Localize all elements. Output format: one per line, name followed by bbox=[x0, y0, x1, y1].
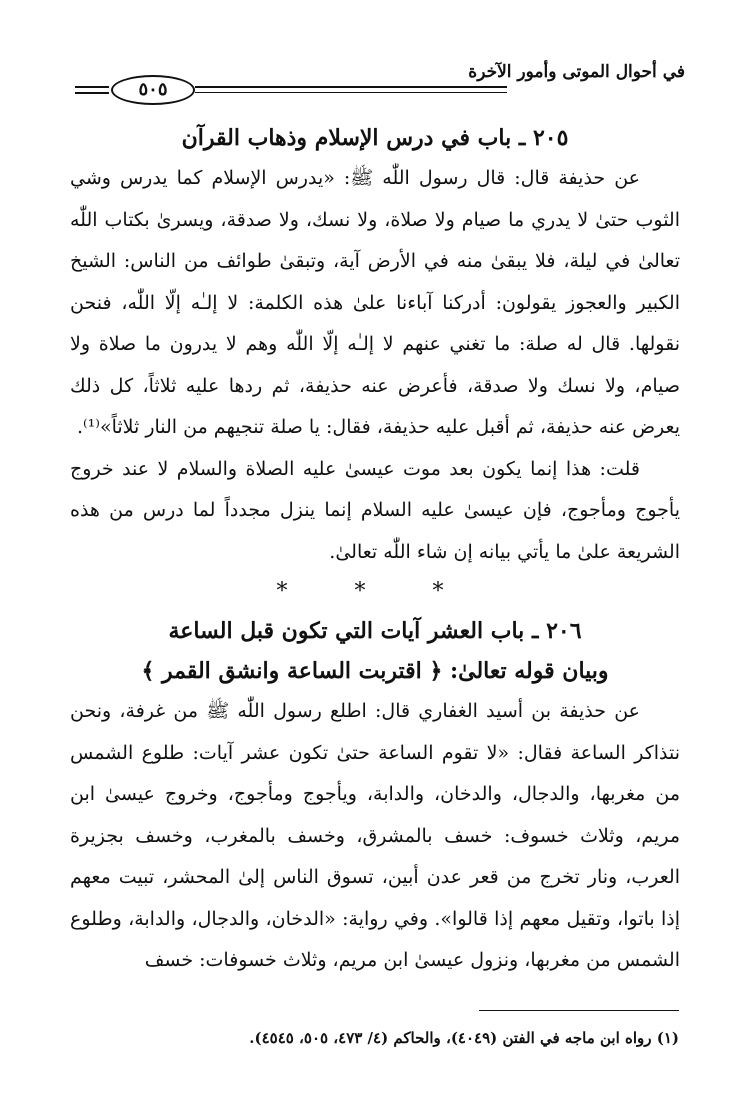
page-number: ٥٠٥ bbox=[111, 75, 195, 105]
section-205-heading: ٢٠٥ ـ باب في درس الإسلام وذهاب القرآن bbox=[181, 125, 569, 151]
section-205-paragraph-2: قلت: هذا إنما يكون بعد موت عيسىٰ عليه الصلاة والسلام لا عند خروج يأجوج ومأجوج، فإن عيسىٰ عليه السلام إنما ينزل مجدداً لما درس من هذه الشريعة علىٰ ما يأتي بيانه إن شاء اللّٰه تعالىٰ. bbox=[70, 457, 680, 563]
page-header bbox=[75, 58, 685, 98]
header-left-rule-bottom bbox=[75, 92, 109, 94]
header-rule-top bbox=[195, 86, 507, 88]
running-title: في أحوال الموتى وأمور الآخرة bbox=[468, 62, 685, 82]
page-body bbox=[70, 118, 680, 982]
header-rule-bottom bbox=[195, 92, 507, 93]
header-left-rule-top bbox=[75, 86, 109, 88]
section-206-heading: ٢٠٦ ـ باب العشر آيات التي تكون قبل الساعة bbox=[168, 618, 582, 644]
section-206-paragraph: عن حذيفة بن أسيد الغفاري قال: اطلع رسول اللّٰه ﷺ من غرفة، ونحن نتذاكر الساعة فقال: «لا تقوم الساعة حتىٰ تكون عشر آيات: طلوع الشمس من مغربها، والدجال، والدخان، والدابة، ويأجوج ومأجوج، وخروج عيسىٰ ابن مريم، وثلاث خسوف: خسف بالمشرق، وخسف بالمغرب، وخسف بجزيرة العرب، ونار تخرج من قعر عدن أبين، تسوق الناس إلىٰ المحشر، تبيت معهم إذا باتوا، وتقيل معهم إذا قالوا». وفي رواية: «الدخان، والدجال، والدابة، وطلوع الشمس من مغربها، ونزول عيسىٰ ابن مريم، وثلاث خسوفات: خسف bbox=[70, 700, 680, 971]
footnote: (١) رواه ابن ماجه في الفتن (٤٠٤٩)، والحاكم (٤/ ٤٧٣، ٥٠٥، ٤٥٤٥). bbox=[249, 1029, 679, 1047]
section-205-paragraph-1: عن حذيفة قال: قال رسول اللّٰه ﷺ: «يدرس الإسلام كما يدرس وشي الثوب حتىٰ لا يدري ما صيام ولا صلاة، ولا نسك، ولا صدقة، ويسرىٰ بكتاب اللّٰه تعالىٰ في ليلة، فلا يبقىٰ منه في الأرض آية، وتبقىٰ طوائف من الناس: الشيخ الكبير والعجوز يقولون: أدركنا آباءنا علىٰ هذه الكلمة: لا إلـٰه إلّا اللّٰه، فنحن نقولها. قال له صلة: ما تغني عنهم لا إلـٰه إلّا اللّٰه وهم لا يدرون ما صلاة ولا صيام، ولا نسك ولا صدقة، فأعرض عنه حذيفة، ثم ردها عليه ثلاثاً، كل ذلك يعرض عنه حذيفة، ثم أقبل عليه حذيفة، فقال: يا صلة تنجيهم من النار ثلاثاً»⁽¹⁾. bbox=[70, 167, 680, 438]
footnote-separator bbox=[479, 1010, 679, 1011]
section-separator: * * * bbox=[276, 579, 474, 604]
section-206-subheading: وبيان قوله تعالىٰ: ﴿ اقتربت الساعة وانشق القمر ﴾ bbox=[141, 658, 609, 684]
